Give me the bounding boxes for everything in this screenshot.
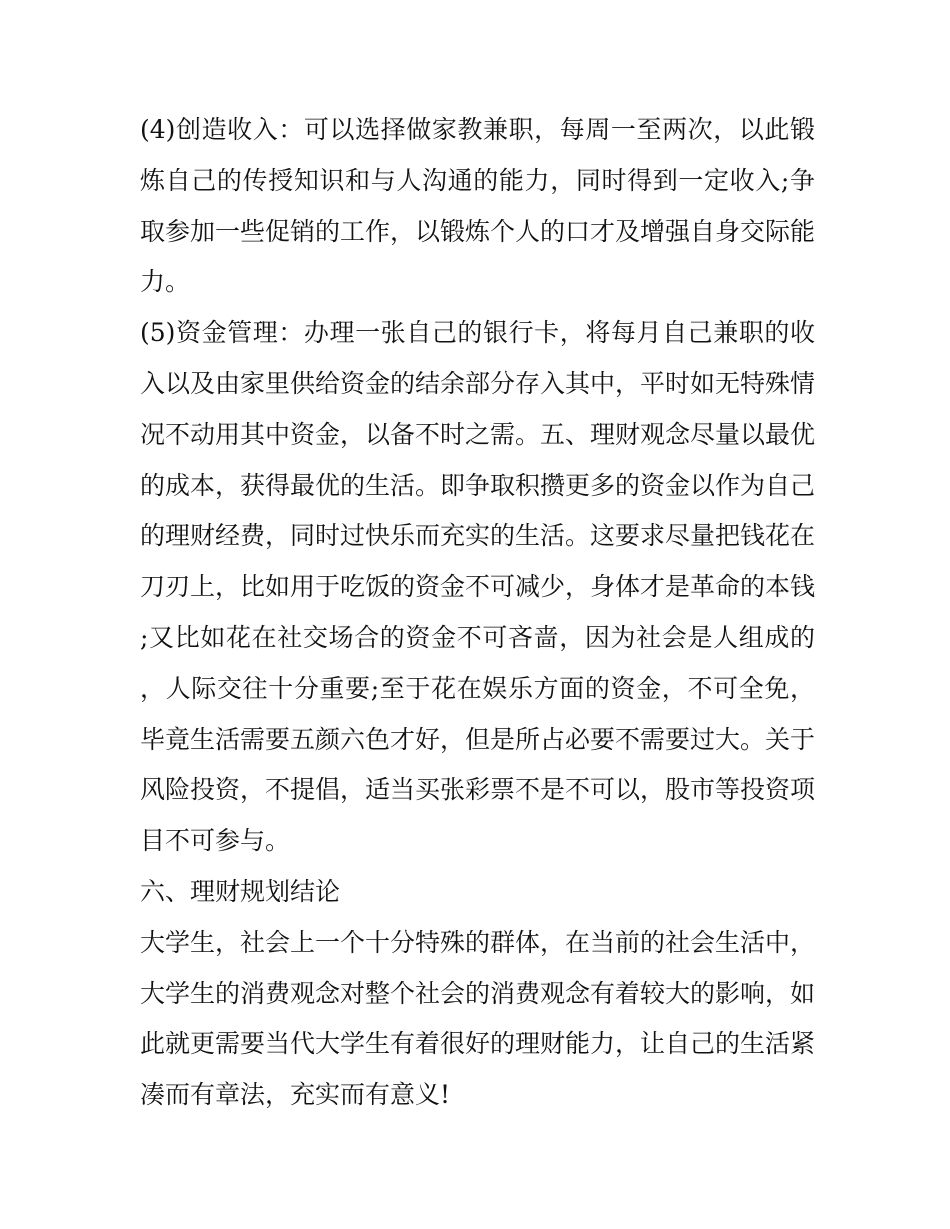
- paragraph-conclusion: 大学生，社会上一个十分特殊的群体，在当前的社会生活中，大学生的消费观念对整个社会的消费观念有着较大的影响，如此就更需要当代大学生有着很好的理财能力，让自己的生活紧凑而有章法，充实而有意义!: [140, 927, 816, 1110]
- document-body: [140, 105, 815, 1121]
- section-heading-conclusion: 六、理财规划结论: [140, 876, 341, 906]
- paragraph-fund-management: (5)资金管理：办理一张自己的银行卡，将每月自己兼职的收入以及由家里供给资金的结余部分存入其中，平时如无特殊情况不动用其中资金，以备不时之需。五、理财观念尽量以最优的成本，获得最优的生活。即争取积攒更多的资金以作为自己的理财经费，同时过快乐而充实的生活。这要求尽量把钱花在刀刃上，比如用于吃饭的资金不可减少，身体才是革命的本钱;又比如花在社交场合的资金不可吝啬，因为社会是人组成的，人际交往十分重要;至于花在娱乐方面的资金，不可全免，毕竟生活需要五颜六色才好，但是所占必要不需要过大。关于风险投资，不提倡，适当买张彩票不是不可以，股市等投资项目不可参与。: [140, 318, 816, 856]
- paragraph-create-income: (4)创造收入：可以选择做家教兼职，每周一至两次，以此锻炼自己的传授知识和与人沟通的能力，同时得到一定收入;争取参加一些促销的工作，以锻炼个人的口才及增强自身交际能力。: [140, 115, 816, 297]
